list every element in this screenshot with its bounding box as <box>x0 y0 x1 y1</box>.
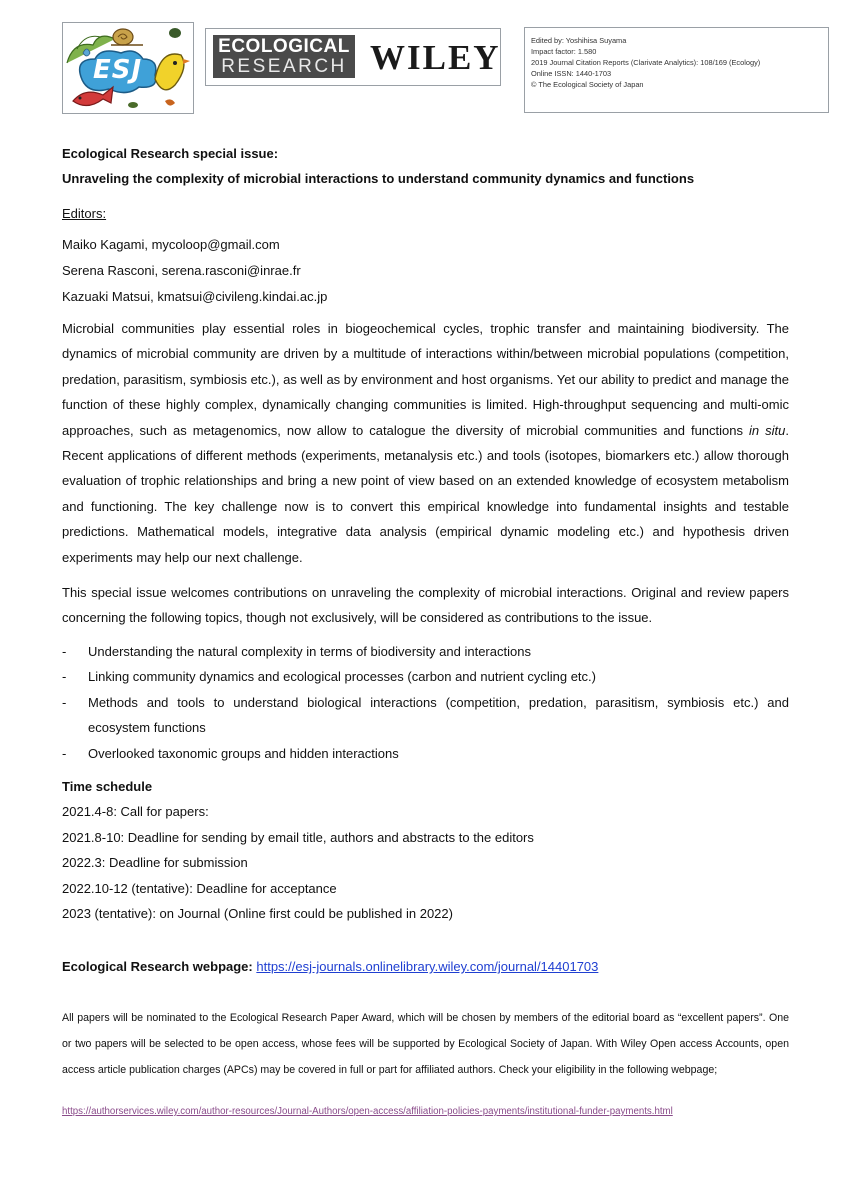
schedule-item-4: 2022.10-12 (tentative): Deadline for acceptance <box>62 881 337 896</box>
info-copyright: © The Ecological Society of Japan <box>531 80 644 89</box>
scope-paragraph: This special issue welcomes contributions on unraveling the complexity of microbial interactions. Original and review papers concerning the following topics, though not exclusively, will be considered as contributions to the issue. <box>62 585 789 626</box>
journal-logo <box>205 28 501 86</box>
eco-logo-line1: ECOLOGICAL <box>218 36 350 57</box>
topic-1: Understanding the natural complexity in terms of biodiversity and interactions <box>88 644 531 659</box>
editor-3: Kazuaki Matsui, kmatsui@civileng.kindai.ac.jp <box>62 289 328 304</box>
intro-text-part2: . Recent applications of different methods (experiments, metanalysis etc.) and tools (isotopes, biomarkers etc.) allow thorough evaluation of trophic relationships and bring a new point of view based on an extended knowledge of ecosystem metabolism and functioning. The key challenge now is to convert this empirical knowledge into fundamental insights and testable predictions. Mathematical models, integrative data analysis (empirical dynamic modeling etc.) and hypothesis driven experiments may help our next challenge. <box>62 422 789 565</box>
intro-paragraph <box>62 316 789 570</box>
list-item <box>62 741 789 766</box>
schedule-heading: Time schedule <box>62 779 153 794</box>
eco-logo-line2: RESEARCH <box>221 56 347 77</box>
topic-2: Linking community dynamics and ecological processes (carbon and nutrient cycling etc.) <box>88 669 596 685</box>
esj-logo <box>62 22 194 114</box>
list-item <box>62 690 789 741</box>
schedule-item-5: 2023 (tentative): on Journal (Online first could be published in 2022) <box>62 906 453 921</box>
info-impact-factor: Impact factor: 1.580 <box>531 47 597 56</box>
ecological-research-wordmark <box>213 35 355 78</box>
bullet-dash: - <box>62 694 67 710</box>
editors-heading: Editors: <box>62 206 107 221</box>
editor-2: Serena Rasconi, serena.rasconi@inrae.fr <box>62 263 301 278</box>
award-paragraph: All papers will be nominated to the Ecological Research Paper Award, which will be chosen by members of the editorial board as “excellent papers”. One or two papers will be selected to be open access, whose fees will be supported by Ecological Society of Japan. With Wiley Open access Accounts, open access article publication charges (APCs) may be covered in full or part for affiliated authors. Check your eligibility in the following webpage; <box>62 1012 789 1076</box>
topic-3: Methods and tools to understand biological interactions (competition, predation, parasitism, symbiosis etc.) and ecosystem functions <box>88 694 789 736</box>
esj-logo-text: ESJ <box>93 55 143 85</box>
schedule-item-1: 2021.4-8: Call for papers: <box>62 804 209 819</box>
wiley-wordmark: WILEY <box>370 38 501 77</box>
special-issue-label: Ecological Research special issue: <box>62 146 279 161</box>
schedule-item-3: 2022.3: Deadline for submission <box>62 855 248 870</box>
intro-text-italic: in situ <box>749 422 786 438</box>
journal-info-box <box>524 27 829 113</box>
journal-webpage-link[interactable]: https://esj-journals.onlinelibrary.wiley.com/journal/14401703 <box>256 959 599 974</box>
special-issue-title: Unraveling the complexity of microbial interactions to understand community dynamics and functions <box>62 171 695 186</box>
info-editor: Edited by: Yoshihisa Suyama <box>531 36 627 45</box>
bullet-dash: - <box>62 745 67 761</box>
intro-text-part1: Microbial communities play essential roles in biogeochemical cycles, trophic transfer and maintaining biodiversity. The dynamics of microbial community are driven by a multitude of interactions within/between microbial populations (competition, predation, parasitism, symbiosis etc.), as well as by environment and host organisms. Yet our ability to predict and manage the function of these highly complex, dynamically changing communities is limited. High-throughput sequencing and multi-omic approaches, such as metagenomics, now allow to catalogue the diversity of microbial communities and functions <box>62 321 789 438</box>
editor-1: Maiko Kagami, mycoloop@gmail.com <box>62 237 280 252</box>
topic-4: Overlooked taxonomic groups and hidden interactions <box>88 745 399 761</box>
webpage-label: Ecological Research webpage: <box>62 959 253 974</box>
info-issn: Online ISSN: 1440-1703 <box>531 69 612 78</box>
bullet-dash: - <box>62 644 67 659</box>
list-item <box>62 639 789 664</box>
apc-eligibility-link[interactable]: https://authorservices.wiley.com/author-resources/Journal-Authors/open-access/affiliation-policies-payments/institutional-funder-payments.html <box>62 1106 673 1117</box>
bullet-dash: - <box>62 669 67 685</box>
info-jcr: 2019 Journal Citation Reports (Clarivate Analytics): 108/169 (Ecology) <box>531 58 761 67</box>
topics-list <box>62 639 789 766</box>
webpage-line <box>62 954 789 979</box>
list-item <box>62 664 789 689</box>
schedule-item-2: 2021.8-10: Deadline for sending by email title, authors and abstracts to the editors <box>62 830 534 845</box>
